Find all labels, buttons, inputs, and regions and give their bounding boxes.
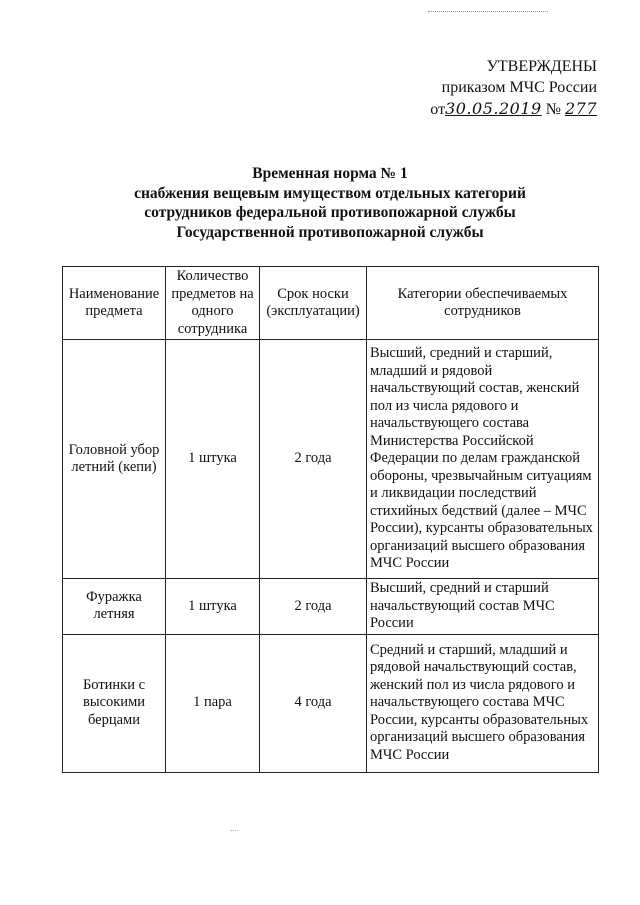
- scan-artifact: [230, 830, 238, 833]
- number-prefix: №: [545, 101, 561, 118]
- cell-term: 4 года: [260, 634, 367, 772]
- cell-quantity: 1 штука: [166, 340, 260, 579]
- cell-term: 2 года: [260, 340, 367, 579]
- header-term: Срок носки (эксплуатации): [260, 267, 367, 340]
- cell-categories: Высший, средний и старший начальствующий состав МЧС России: [367, 579, 599, 635]
- supply-norm-table: [62, 266, 599, 773]
- cell-categories: Высший, средний и старший, младший и рядовой начальствующий состав, женский пол из числа рядового и начальствующего состава Министерства Российской Федерации по делам гражданской обороны, чрезвычайным ситуациям и ликвидации последствий стихийных бедствий (далее – МЧС России), курсанты образовательных организаций высшего образования МЧС России: [367, 340, 599, 579]
- title-line-4: Государственной противопожарной службы: [176, 223, 484, 241]
- table-row: [63, 579, 599, 635]
- order-number: 277: [564, 99, 597, 118]
- title-line-1: Временная норма № 1: [252, 165, 408, 182]
- document-title: [80, 164, 580, 242]
- table-row: [63, 634, 599, 772]
- approval-order-by: приказом МЧС России: [441, 79, 597, 96]
- cell-item: Фуражка летняя: [63, 579, 166, 635]
- header-categories: Категории обеспечиваемых сотрудников: [367, 267, 599, 340]
- cell-categories: Средний и старший, младший и рядовой начальствующий состав, женский пол из числа рядового и начальствующего состава МЧС России, курсанты образовательных организаций высшего образования МЧС России: [367, 634, 599, 772]
- scan-artifact: [428, 11, 548, 14]
- header-quantity: Количество предметов на одного сотрудника: [166, 267, 260, 340]
- cell-quantity: 1 штука: [166, 579, 260, 635]
- header-item: Наименование предмета: [63, 267, 166, 340]
- cell-term: 2 года: [260, 579, 367, 635]
- approval-block: [427, 56, 597, 120]
- cell-quantity: 1 пара: [166, 634, 260, 772]
- approval-order-line: [427, 98, 597, 120]
- approval-heading: УТВЕРЖДЕНЫ: [486, 58, 597, 75]
- order-date: 30.05.2019: [445, 99, 542, 118]
- title-line-3: сотрудников федеральной противопожарной службы: [144, 204, 516, 221]
- table-header-row: [63, 267, 599, 340]
- cell-item: Головной убор летний (кепи): [63, 340, 166, 579]
- cell-item: Ботинки с высокими берцами: [63, 634, 166, 772]
- table-row: [63, 340, 599, 579]
- date-prefix: от: [430, 101, 446, 118]
- title-line-2: снабжения вещевым имуществом отдельных категорий: [134, 184, 526, 202]
